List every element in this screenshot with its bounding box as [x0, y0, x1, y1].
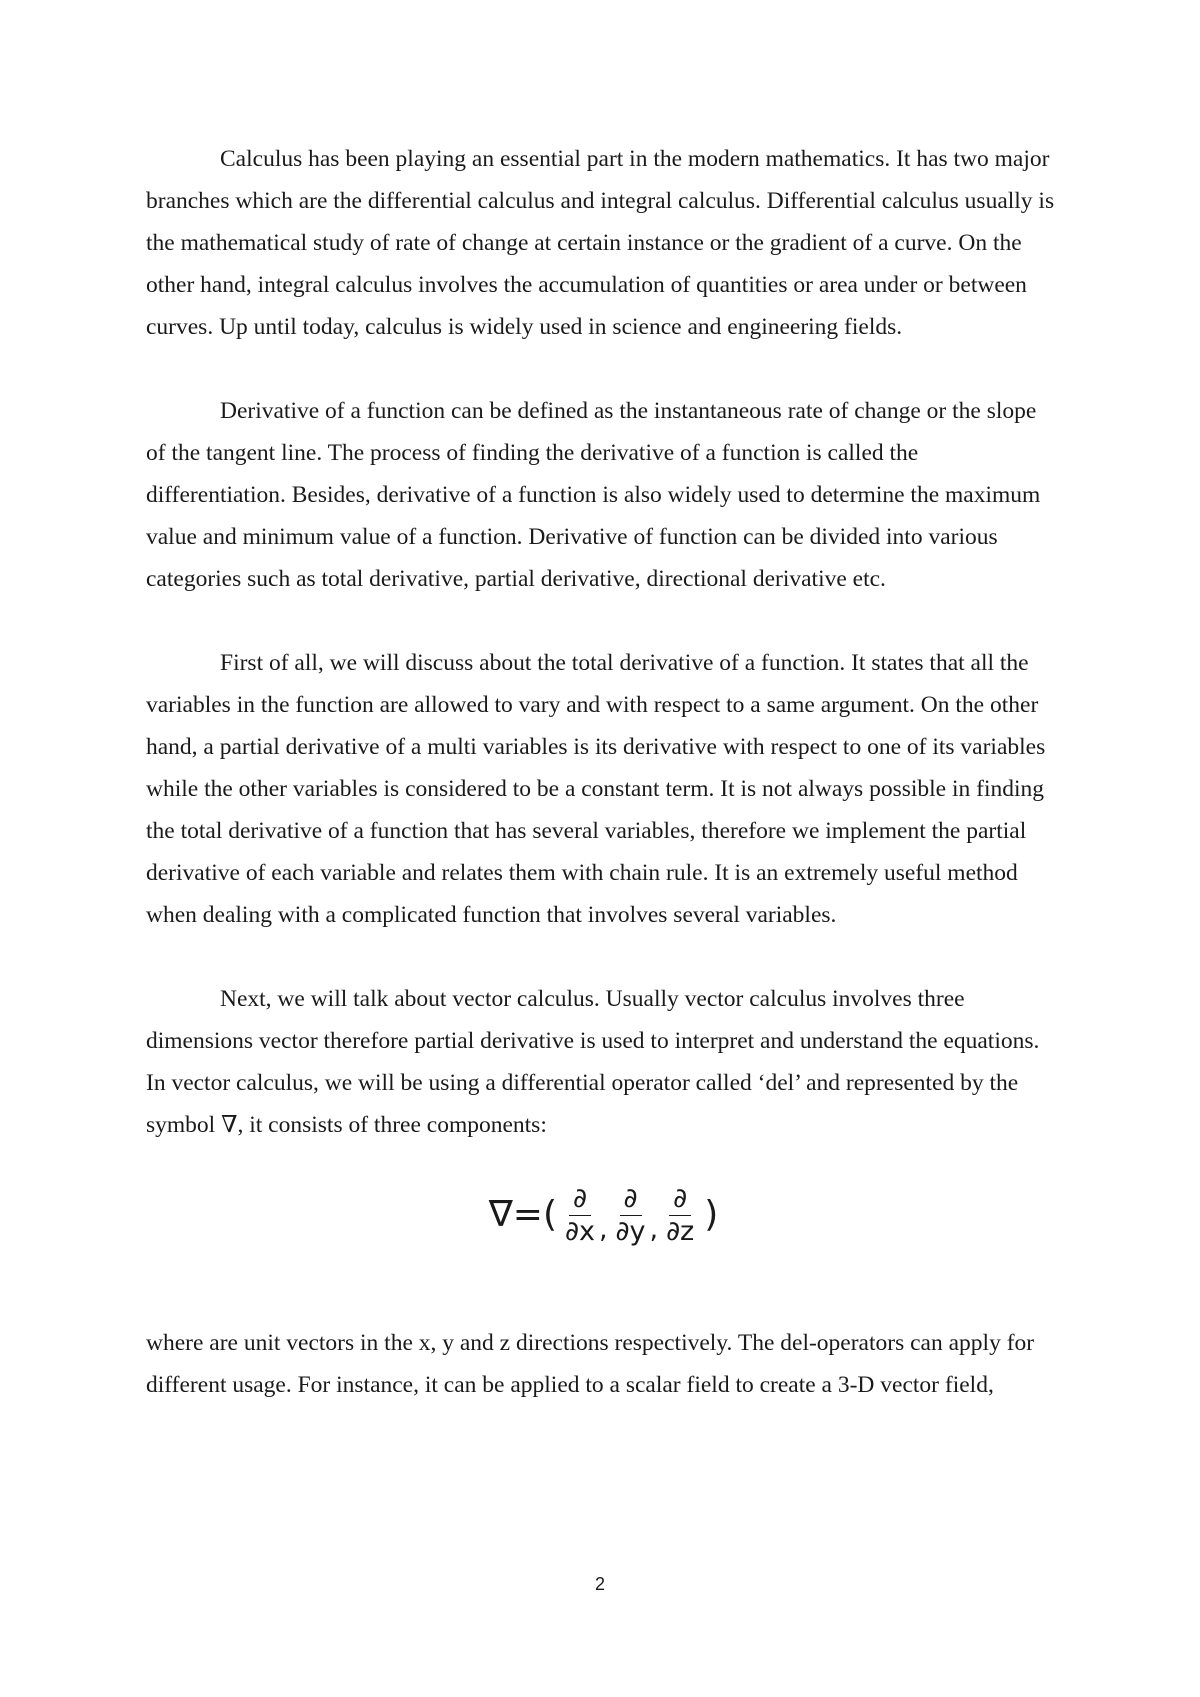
paragraph-derivative-definition: Derivative of a function can be defined as the instantaneous rate of change or the slope of the tangent line. The process of finding the derivative of a function is called the differentiation. Besides, derivative of a function is also widely used to determine the maximum value and minimum value of a function. Derivative of function can be divided into various categories such as total derivative, partial derivative, directional derivative etc.	[146, 398, 1041, 592]
equation-comma: ,	[649, 1214, 659, 1245]
fraction-d-dx	[563, 1183, 597, 1246]
document-body	[146, 138, 1061, 1406]
paragraph-total-derivative: First of all, we will discuss about the total derivative of a function. It states that all the variables in the function are allowed to vary and with respect to a same argument. On the other hand, a partial derivative of a multi variables is its derivative with respect to one of its variables while the other variables is considered to be a constant term. It is not always possible in finding the total derivative of a function that has several variables, therefore we implement the partial derivative of each variable and relates them with chain rule. It is an extremely useful method when dealing with a complicated function that involves several variables.	[146, 650, 1046, 928]
paragraph-calculus-intro: Calculus has been playing an essential part in the modern mathematics. It has two major branches which are the differential calculus and integral calculus. Differential calculus usually is the mathematical study of rate of change at certain instance or the gradient of a curve. On the other hand, integral calculus involves the accumulation of quantities or area under or between curves. Up until today, calculus is widely used in science and engineering fields.	[146, 146, 1055, 340]
fraction-d-dy	[614, 1183, 648, 1246]
paragraph-del-usage: where are unit vectors in the x, y and z directions respectively. The del-operators can apply for different usage. For instance, it can be applied to a scalar field to create a 3-D vector field,	[146, 1330, 1035, 1398]
del-operator-equation	[146, 1170, 1061, 1260]
equation-comma: ,	[598, 1214, 608, 1245]
fraction-numerator: ∂	[620, 1183, 642, 1215]
fraction-denominator: ∂y	[615, 1215, 646, 1247]
fraction-denominator: ∂z	[666, 1215, 695, 1247]
fraction-numerator: ∂	[569, 1183, 591, 1215]
fraction-d-dz	[664, 1183, 696, 1246]
equation-close-paren: )	[704, 1194, 719, 1235]
fraction-denominator: ∂x	[565, 1215, 595, 1247]
paragraph-vector-calculus: Next, we will talk about vector calculus. Usually vector calculus involves three dimensions vector therefore partial derivative is used to interpret and understand the equations. In vector calculus, we will be using a differential operator called ‘del’ and represented by the symbol ∇, it consists of three components:	[146, 986, 1040, 1138]
equation-lhs: ∇=(	[488, 1194, 557, 1235]
fraction-numerator: ∂	[669, 1183, 691, 1215]
page-number: 2	[594, 1574, 605, 1594]
